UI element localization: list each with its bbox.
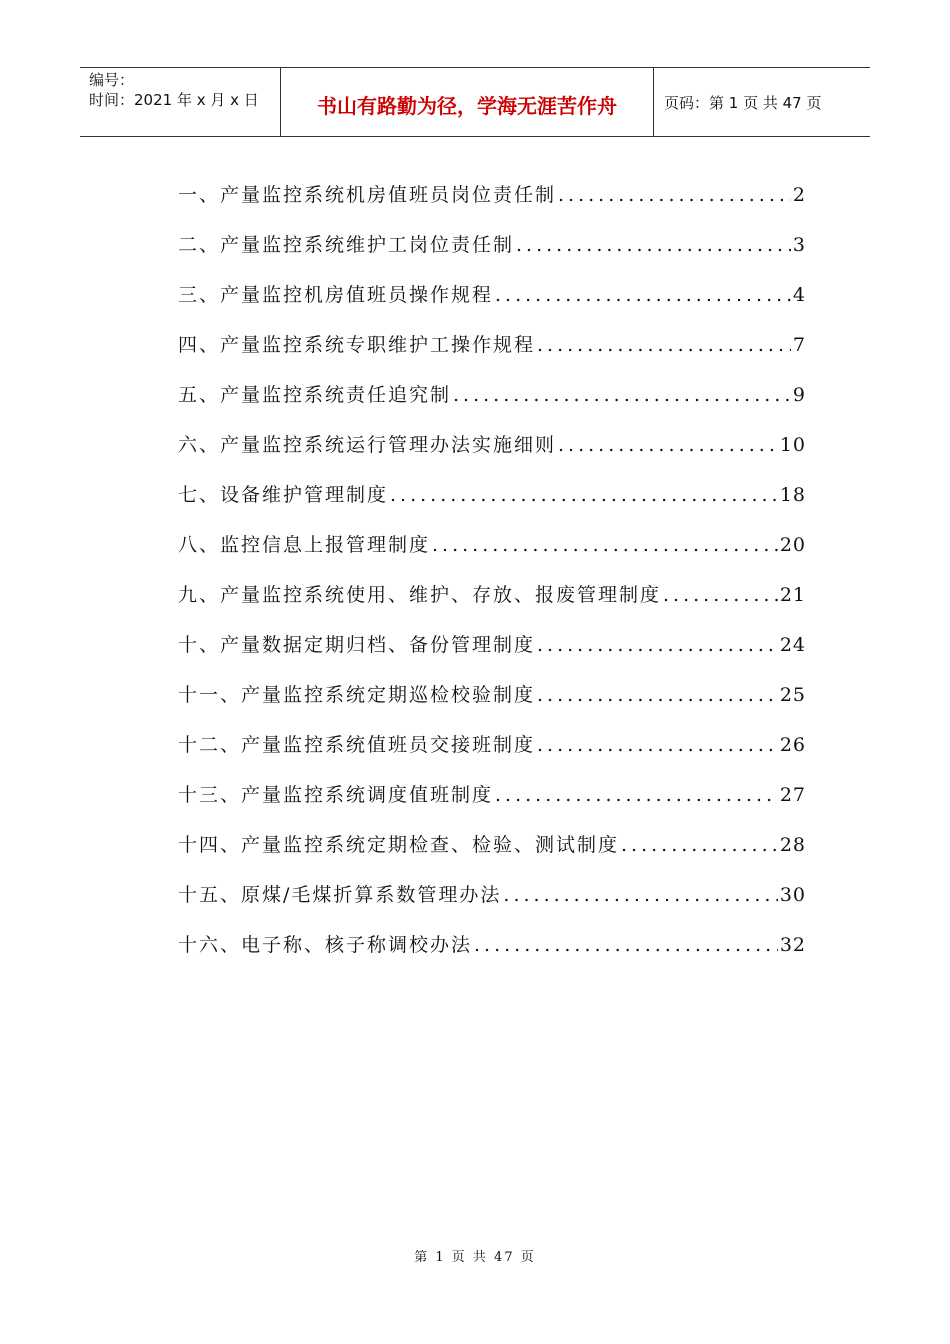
toc-dot-leader	[432, 534, 778, 556]
toc-entry[interactable]	[178, 580, 806, 630]
toc-dot-leader	[537, 334, 791, 356]
toc-entry[interactable]	[178, 930, 806, 980]
toc-dot-leader	[558, 184, 791, 206]
toc-entry-title: 九、产量监控系统使用、维护、存放、报废管理制度	[178, 584, 662, 606]
toc-entry-title: 八、监控信息上报管理制度	[178, 534, 431, 556]
toc-entry-title: 一、产量监控系统机房值班员岗位责任制	[178, 184, 557, 206]
toc-dot-leader	[537, 634, 778, 656]
document-number-label: 编号：	[89, 71, 135, 89]
toc-entry-title: 六、产量监控系统运行管理办法实施细则	[178, 434, 557, 456]
page-footer: 第 1 页 共 47 页	[414, 1250, 536, 1265]
toc-entry[interactable]	[178, 430, 806, 480]
toc-dot-leader	[495, 784, 778, 806]
toc-entry-title: 十二、产量监控系统值班员交接班制度	[178, 734, 536, 756]
header-motto: 书山有路勤为径，学海无涯苦作舟	[281, 68, 654, 136]
toc-entry[interactable]	[178, 180, 806, 230]
toc-dot-leader	[453, 384, 791, 406]
toc-dot-leader	[503, 884, 777, 906]
toc-entry[interactable]	[178, 480, 806, 530]
toc-entry-page: 7	[792, 334, 806, 356]
header-page-info: 页码：第 1 页 共 47 页	[664, 93, 822, 112]
toc-dot-leader	[390, 484, 778, 506]
toc-entry-title: 十三、产量监控系统调度值班制度	[178, 784, 494, 806]
toc-entry-page: 4	[792, 284, 806, 306]
toc-entry[interactable]	[178, 880, 806, 930]
toc-entry-title: 五、产量监控系统责任追究制	[178, 384, 452, 406]
document-header	[80, 67, 870, 137]
toc-entry-title: 十五、原煤/毛煤折算系数管理办法	[178, 884, 502, 906]
toc-entry-page: 10	[779, 434, 806, 456]
toc-entry[interactable]	[178, 730, 806, 780]
toc-dot-leader	[621, 834, 778, 856]
toc-dot-leader	[474, 934, 778, 956]
toc-entry-page: 32	[779, 934, 806, 956]
toc-entry-title: 十六、电子称、核子称调校办法	[178, 934, 473, 956]
toc-entry-page: 3	[792, 234, 806, 256]
toc-dot-leader	[558, 434, 778, 456]
toc-entry-page: 26	[779, 734, 806, 756]
toc-entry-page: 18	[779, 484, 806, 506]
toc-entry-title: 十、产量数据定期归档、备份管理制度	[178, 634, 536, 656]
toc-entry[interactable]	[178, 230, 806, 280]
toc-entry[interactable]	[178, 530, 806, 580]
toc-entry-page: 21	[779, 584, 806, 606]
toc-entry-page: 24	[779, 634, 806, 656]
toc-dot-leader	[537, 734, 778, 756]
toc-dot-leader	[663, 584, 778, 606]
toc-dot-leader	[537, 684, 778, 706]
toc-entry-page: 28	[779, 834, 806, 856]
toc-entry-title: 二、产量监控系统维护工岗位责任制	[178, 234, 515, 256]
toc-entry-title: 三、产量监控机房值班员操作规程	[178, 284, 494, 306]
toc-entry[interactable]	[178, 830, 806, 880]
toc-entry-page: 30	[779, 884, 806, 906]
toc-entry-page: 25	[779, 684, 806, 706]
toc-entry-page: 20	[779, 534, 806, 556]
toc-entry-page: 2	[792, 184, 806, 206]
toc-entry-page: 27	[779, 784, 806, 806]
toc-dot-leader	[495, 284, 791, 306]
header-meta	[80, 68, 281, 136]
toc-entry[interactable]	[178, 780, 806, 830]
toc-entry[interactable]	[178, 630, 806, 680]
toc-entry[interactable]	[178, 280, 806, 330]
toc-entry[interactable]	[178, 380, 806, 430]
toc-dot-leader	[516, 234, 791, 256]
toc-entry-title: 七、设备维护管理制度	[178, 484, 389, 506]
toc-entry-page: 9	[792, 384, 806, 406]
document-time-label: 时间：2021 年 x 月 x 日	[89, 91, 259, 109]
table-of-contents	[178, 180, 806, 980]
toc-entry[interactable]	[178, 330, 806, 380]
toc-entry-title: 十一、产量监控系统定期巡检校验制度	[178, 684, 536, 706]
toc-entry-title: 十四、产量监控系统定期检查、检验、测试制度	[178, 834, 620, 856]
toc-entry-title: 四、产量监控系统专职维护工操作规程	[178, 334, 536, 356]
toc-entry[interactable]	[178, 680, 806, 730]
